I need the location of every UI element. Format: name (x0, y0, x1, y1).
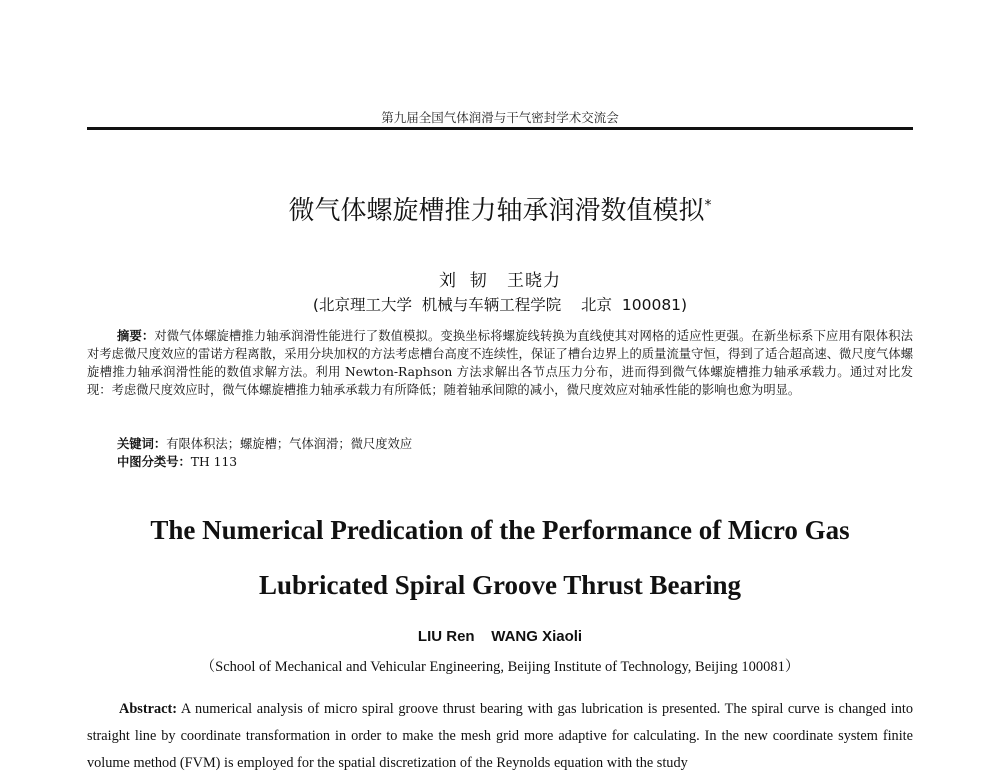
chinese-abstract-text: 对微气体螺旋槽推力轴承润滑性能进行了数值模拟。变换坐标将螺旋线转换为直线使其对网格的适应性更强。在新坐标系下应用有限体积法对考虑微尺度效应的雷诺方程离散，采用分块加权的方法考虑槽台高度不连续性，保证了槽台边界上的质量流量守恒，得到了适合超高速、微尺度气体螺旋槽推力轴承润滑性能的数值求解方法。利用 Newton-Raphson 方法求解出各节点压力分布，进而得到微气体螺旋槽推力轴承承载力。通过对比发现：考虑微尺度效应时，微气体螺旋槽推力轴承承载力有所降低；随着轴承间隙的减小，微尺度效应对轴承性能的影响也愈为明显。 (87, 329, 913, 397)
chinese-title-text: 微气体螺旋槽推力轴承润滑数值模拟 (288, 196, 705, 226)
classification-text: TH 113 (190, 455, 238, 469)
chinese-keywords (117, 435, 913, 453)
english-abstract-text: A numerical analysis of micro spiral groove thrust bearing with gas lubrication is presented. The spiral curve is changed into straight line by coordinate transformation in order to make the mesh grid more adaptive for calculating. In the new coordinate system finite volume method (FVM) is employed for the spatial discretization of the Reynolds equation with the study (87, 701, 913, 771)
chinese-affiliation: (北京理工大学 机械与车辆工程学院 北京 100081) (312, 296, 688, 314)
keywords-text: 有限体积法；螺旋槽；气体润滑；微尺度效应 (166, 437, 413, 451)
english-abstract (87, 696, 913, 777)
chinese-title (0, 190, 1000, 227)
english-abstract-label: Abstract: (119, 701, 177, 717)
classification-label: 中图分类号： (117, 454, 191, 469)
english-authors: LIU Ren WANG Xiaoli (417, 628, 583, 645)
chinese-classification (117, 453, 913, 471)
chinese-authors: 刘 韧 王晓力 (438, 271, 562, 291)
keywords-label: 关键词： (117, 436, 167, 451)
english-affiliation: （School of Mechanical and Vehicular Engineering, Beijing Institute of Technology, Beijing 100081） (200, 659, 800, 675)
chinese-abstract-label: 摘要： (117, 328, 155, 343)
title-footnote-mark: * (704, 197, 712, 214)
header-rule (87, 127, 913, 130)
english-title-line-2: Lubricated Spiral Groove Thrust Bearing (258, 570, 742, 600)
chinese-abstract (87, 327, 913, 399)
english-title-line-1: The Numerical Predication of the Performance of Micro Gas (150, 515, 850, 545)
conference-header: 第九届全国气体润滑与干气密封学术交流会 (381, 110, 619, 125)
